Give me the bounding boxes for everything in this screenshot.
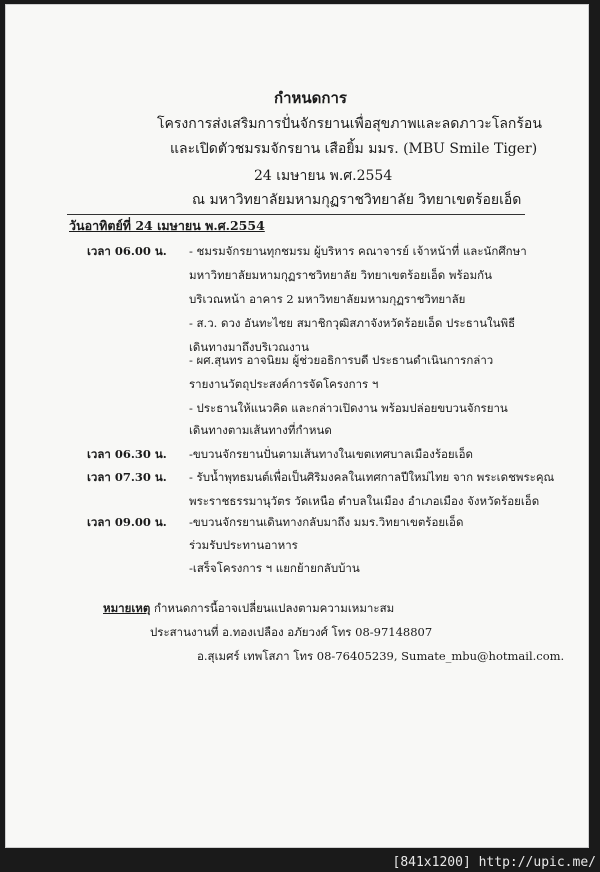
document-title: กำหนดการ — [274, 89, 347, 107]
schedule-time: เวลา 06.00 น. — [87, 244, 167, 258]
document-page — [5, 4, 589, 848]
note-text: กำหนดการนี้อาจเปลี่ยนแปลงตามความเหมาะสม — [154, 601, 395, 615]
schedule-line: - ส.ว. ดวง อันทะไชย สมาชิกวุฒิสภาจังหวัดร้อยเอ็ด ประธานในพิธี — [189, 316, 516, 330]
schedule-line: - รับน้ำพุทธมนต์เพื่อเป็นศิริมงคลในเทศกาลปีใหม่ไทย จาก พระเดชพระคุณ — [189, 470, 555, 484]
schedule-line: บริเวณหน้า อาคาร 2 มหาวิทยาลัยมหามกุฏราชวิทยาลัย — [189, 292, 466, 306]
image-size-watermark: [841x1200] http://upic.me/ — [392, 855, 596, 870]
schedule-line: - ผศ.สุนทร อาจนิยม ผู้ช่วยอธิการบดี ประธานดำเนินการกล่าว — [189, 353, 494, 367]
project-name-line2: และเปิดตัวชมรมจักรยาน เสือยิ้ม มมร. (MBU Smile Tiger) — [170, 141, 538, 157]
contact-line-1: ประสานงานที่ อ.ทองเปลือง อภัยวงศ์ โทร 08-97148807 — [150, 625, 433, 639]
schedule-time: เวลา 09.00 น. — [87, 515, 167, 529]
schedule-time: เวลา 07.30 น. — [87, 470, 167, 484]
schedule-line: -ขบวนจักรยานเดินทางกลับมาถึง มมร.วิทยาเขตร้อยเอ็ด — [189, 515, 464, 529]
schedule-line: เดินทางมาถึงบริเวณงาน — [189, 340, 309, 354]
note-line — [103, 602, 394, 615]
event-venue: ณ มหาวิทยาลัยมหามกุฏราชวิทยาลัย วิทยาเขตร้อยเอ็ด — [192, 192, 522, 208]
note-label: หมายเหตุ — [103, 601, 151, 615]
schedule-line: - ประธานให้แนวคิด และกล่าวเปิดงาน พร้อมปล่อยขบวนจักรยาน — [189, 401, 508, 415]
schedule-line: รายงานวัตถุประสงค์การจัดโครงการ ฯ — [189, 377, 379, 391]
schedule-line: -เสร็จโครงการ ฯ แยกย้ายกลับบ้าน — [189, 561, 360, 575]
header-rule — [67, 214, 525, 215]
schedule-line: พระราชธรรมานุวัตร วัดเหนือ ตำบลในเมือง อำเภอเมือง จังหวัดร้อยเอ็ด — [189, 494, 540, 508]
schedule-time: เวลา 06.30 น. — [87, 447, 167, 461]
schedule-line: - ชมรมจักรยานทุกชมรม ผู้บริหาร คณาจารย์ เจ้าหน้าที่ และนักศึกษา — [189, 244, 527, 258]
contact-line-2: อ.สุเมศร์ เทพโสภา โทร 08-76405239, Sumate_mbu@hotmail.com. — [197, 649, 565, 663]
day-heading: วันอาทิตย์ที่ 24 เมษายน พ.ศ.2554 — [69, 218, 265, 233]
schedule-line: -ขบวนจักรยานปั่นตามเส้นทางในเขตเทศบาลเมืองร้อยเอ็ด — [189, 447, 473, 461]
schedule-line: มหาวิทยาลัยมหามกุฏราชวิทยาลัย วิทยาเขตร้อยเอ็ด พร้อมกัน — [189, 268, 492, 282]
event-date: 24 เมษายน พ.ศ.2554 — [254, 168, 393, 184]
schedule-line: ร่วมรับประทานอาหาร — [189, 538, 298, 552]
project-name-line1: โครงการส่งเสริมการปั่นจักรยานเพื่อสุขภาพและลดภาวะโลกร้อน — [157, 116, 542, 132]
schedule-line: เดินทางตามเส้นทางที่กำหนด — [189, 423, 332, 437]
